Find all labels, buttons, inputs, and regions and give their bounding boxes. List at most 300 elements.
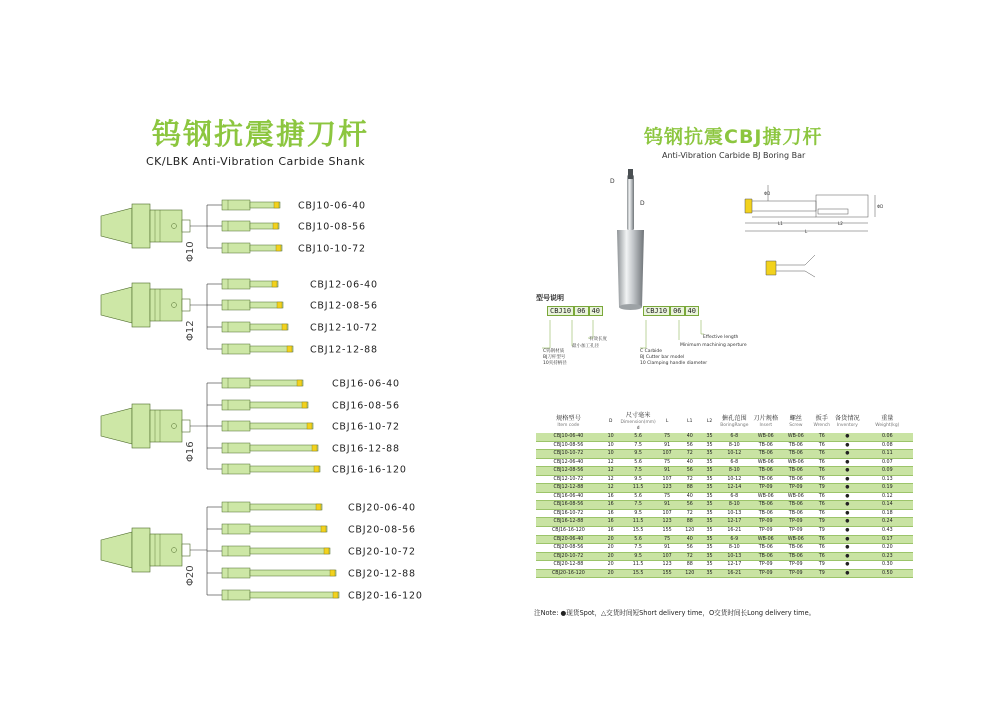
insert-tip — [282, 324, 287, 330]
table-cell: 35 — [701, 509, 718, 518]
right-title-cn: 钨钢抗震CBJ搪刀杆 — [644, 126, 823, 148]
item-code-cell: CBJ16-06-40 — [536, 492, 601, 501]
table-row — [536, 544, 913, 553]
table-cell: 91 — [656, 544, 679, 553]
table-cell: TB-06 — [781, 509, 811, 518]
left-title-en: CK/LBK Anti-Vibration Carbide Shank — [146, 155, 366, 168]
code-part-length: 40 — [589, 306, 603, 316]
insert-tip — [272, 281, 277, 287]
table-cell: TB-06 — [781, 544, 811, 553]
model-label: CBJ16-16-120 — [332, 464, 407, 476]
table-header-en: Weight(kg) — [875, 423, 900, 428]
table-cell: WB-06 — [751, 433, 781, 441]
table-cell: 20 — [601, 569, 621, 578]
table-cell: 91 — [656, 441, 679, 450]
table-cell: 8-10 — [718, 467, 751, 476]
table-row — [536, 518, 913, 527]
table-header-en: Inventory — [836, 423, 858, 428]
table-cell: 6-8 — [718, 433, 751, 441]
left-title-cn: 钨钢抗震搪刀杆 — [152, 117, 370, 151]
table-cell: 88 — [678, 518, 701, 527]
table-cell: T6 — [811, 467, 833, 476]
table-cell: 0.30 — [862, 561, 913, 570]
item-code-cell: CBJ10-08-56 — [536, 441, 601, 450]
table-cell: 0.18 — [862, 509, 913, 518]
cn-note-carbide: C钨钢材质 — [543, 349, 565, 354]
table-cell: 0.20 — [862, 544, 913, 553]
table-cell: 12 — [601, 467, 621, 476]
insert-tip — [297, 380, 302, 386]
group-diameter-label: Φ12 — [185, 320, 196, 341]
drawing-l2-label: L2 — [838, 221, 843, 226]
table-cell: WB-06 — [781, 492, 811, 501]
table-cell: WB-06 — [751, 535, 781, 544]
table-cell: 72 — [678, 552, 701, 561]
table-cell: 8-10 — [718, 441, 751, 450]
bar-neck — [250, 592, 339, 598]
model-label: CBJ10-08-56 — [298, 221, 366, 233]
table-header-cell — [718, 411, 751, 433]
table-cell: TP-09 — [781, 518, 811, 527]
table-header-cn: 规格型号 — [556, 415, 581, 422]
en-note-carbide: C Carbide — [640, 349, 663, 354]
table-header-cn: 刀片规格 — [753, 415, 779, 422]
table-cell: 123 — [656, 561, 679, 570]
table-cell: T9 — [811, 561, 833, 570]
table-cell: 11.5 — [620, 561, 655, 570]
table-cell: 20 — [601, 561, 621, 570]
item-code-cell: CBJ12-12-88 — [536, 484, 601, 493]
model-label: CBJ20-08-56 — [348, 524, 416, 536]
bar-neck — [250, 402, 308, 408]
table-header-en: Wrench — [813, 423, 831, 428]
table-cell: TB-06 — [751, 544, 781, 553]
table-header-cell — [833, 411, 862, 433]
head-detail — [766, 255, 815, 277]
table-cell: 0.17 — [862, 535, 913, 544]
table-cell: TB-06 — [751, 467, 781, 476]
table-row — [536, 501, 913, 510]
insert-tip — [324, 548, 329, 554]
table-cell: WB-06 — [781, 535, 811, 544]
bar-shank — [222, 378, 250, 388]
table-subheader: L1 — [687, 419, 693, 424]
table-cell: TP-09 — [781, 527, 811, 536]
item-code-cell: CBJ12-10-72 — [536, 475, 601, 484]
table-header-cn: 搪孔范围 — [721, 415, 747, 422]
model-label: CBJ16-10-72 — [332, 421, 400, 433]
drawing-l-label: L — [805, 229, 808, 234]
model-label: CBJ16-12-88 — [332, 443, 400, 455]
spec-table — [536, 411, 913, 578]
cn-note-aperture: 最小加工孔径 — [572, 344, 599, 349]
item-code-cell: CBJ16-10-72 — [536, 509, 601, 518]
table-subheader: D — [608, 419, 613, 424]
code-part-aperture: 06 — [574, 306, 588, 316]
holder-nose — [182, 544, 190, 556]
table-row — [536, 458, 913, 467]
table-header-cn: 备货情况 — [834, 415, 860, 422]
holder-taper — [101, 287, 132, 323]
table-cell: 123 — [656, 518, 679, 527]
table-cell: 155 — [656, 527, 679, 536]
table-cell: 10-13 — [718, 552, 751, 561]
table-cell: 0.43 — [862, 527, 913, 536]
bar-shank — [222, 568, 250, 578]
table-cell: TB-06 — [781, 450, 811, 459]
en-note-aperture: Minimum machining aperture — [680, 343, 747, 348]
table-cell: 10 — [601, 450, 621, 459]
table-cell: 16-21 — [718, 569, 751, 578]
table-row — [536, 484, 913, 493]
table-row — [536, 433, 913, 441]
table-cell: 8-10 — [718, 501, 751, 510]
table-cell: 0.50 — [862, 569, 913, 578]
inventory-cell: ● — [833, 544, 862, 553]
table-cell: 11.5 — [620, 484, 655, 493]
model-label: CBJ20-10-72 — [348, 546, 416, 558]
table-header-en: Dimension(mm) — [620, 420, 656, 425]
model-label: CBJ10-10-72 — [298, 243, 366, 255]
model-code-en — [643, 307, 699, 315]
model-label: CBJ16-08-56 — [332, 400, 400, 412]
table-cell: T6 — [811, 501, 833, 510]
cn-note-length: 有效长度 — [589, 337, 607, 342]
item-code-cell: CBJ16-12-88 — [536, 518, 601, 527]
table-cell: 16-21 — [718, 527, 751, 536]
insert-tip — [274, 202, 279, 208]
model-label: CBJ10-06-40 — [298, 200, 366, 212]
table-header-cell — [811, 411, 833, 433]
group-diameter-label: Φ16 — [185, 441, 196, 462]
table-cell: TB-06 — [781, 552, 811, 561]
group-diameter-label: Φ10 — [185, 241, 196, 262]
table-cell: 88 — [678, 484, 701, 493]
code-part-length-en: 40 — [685, 306, 699, 316]
table-cell: 9.5 — [620, 450, 655, 459]
table-header-cell — [656, 411, 679, 433]
table-header-en: Item code — [557, 423, 580, 428]
table-cell: 8-10 — [718, 544, 751, 553]
insert-tip — [316, 504, 321, 510]
insert-tip — [276, 245, 281, 251]
table-row — [536, 450, 913, 459]
table-cell: 35 — [701, 433, 718, 441]
table-cell: 88 — [678, 561, 701, 570]
table-cell: TB-06 — [781, 501, 811, 510]
table-cell: 16 — [601, 518, 621, 527]
table-cell: TB-06 — [751, 552, 781, 561]
table-cell: 35 — [701, 501, 718, 510]
table-cell: T6 — [811, 509, 833, 518]
table-cell: TB-06 — [781, 441, 811, 450]
table-header-cell — [620, 411, 655, 433]
table-cell: 10-12 — [718, 450, 751, 459]
item-code-cell: CBJ10-10-72 — [536, 450, 601, 459]
insert-tip — [302, 402, 307, 408]
model-label: CBJ12-10-72 — [310, 322, 378, 334]
insert-tip — [314, 466, 319, 472]
table-cell: 35 — [701, 552, 718, 561]
model-label: CBJ20-06-40 — [348, 502, 416, 514]
table-cell: WB-06 — [781, 433, 811, 441]
table-cell: 35 — [701, 527, 718, 536]
inventory-cell: ● — [833, 458, 862, 467]
inventory-cell: ● — [833, 509, 862, 518]
table-cell: 35 — [701, 518, 718, 527]
holder-nose — [182, 299, 190, 311]
table-cell: WB-06 — [751, 492, 781, 501]
table-cell: T6 — [811, 433, 833, 441]
table-cell: 0.12 — [862, 492, 913, 501]
table-cell: 40 — [678, 458, 701, 467]
insert-tip — [321, 526, 326, 532]
table-cell: 20 — [601, 544, 621, 553]
inventory-cell: ● — [833, 569, 862, 578]
table-cell: 40 — [678, 492, 701, 501]
inventory-cell: ● — [833, 535, 862, 544]
drawing-l1-label: L1 — [778, 221, 783, 226]
table-cell: 107 — [656, 475, 679, 484]
table-cell: 107 — [656, 450, 679, 459]
table-header-en: BoringRange — [720, 423, 749, 428]
table-cell: 35 — [701, 544, 718, 553]
table-cell: 120 — [678, 569, 701, 578]
code-part-aperture-en: 06 — [670, 306, 684, 316]
table-cell: 12 — [601, 458, 621, 467]
holder-nose — [182, 220, 190, 232]
bar-shank — [222, 421, 250, 431]
table-cell: 0.13 — [862, 475, 913, 484]
inventory-cell: ● — [833, 450, 862, 459]
table-cell: TB-06 — [781, 475, 811, 484]
table-cell: 75 — [656, 433, 679, 441]
inventory-cell: ● — [833, 484, 862, 493]
table-cell: T6 — [811, 492, 833, 501]
table-cell: 16 — [601, 509, 621, 518]
table-cell: 56 — [678, 544, 701, 553]
insert-tip — [330, 570, 335, 576]
insert-tip — [333, 592, 338, 598]
bar-shank — [222, 279, 250, 289]
bar-shank — [222, 243, 250, 253]
bar-shank — [222, 546, 250, 556]
bar-neck — [250, 570, 336, 576]
table-cell: T6 — [811, 441, 833, 450]
bar-neck — [250, 504, 322, 510]
table-cell: TB-06 — [751, 450, 781, 459]
table-row — [536, 441, 913, 450]
drawing-d-label: ΦD — [764, 191, 771, 196]
holder-nose — [182, 420, 190, 432]
table-cell: T9 — [811, 484, 833, 493]
model-label: CBJ16-06-40 — [332, 378, 400, 390]
product-d2-label: D — [640, 200, 645, 207]
table-cell: 0.08 — [862, 441, 913, 450]
table-cell: 6-9 — [718, 535, 751, 544]
bar-shank — [222, 400, 250, 410]
table-cell: 35 — [701, 450, 718, 459]
en-note-length: Effective length — [703, 335, 739, 340]
table-header-cell — [678, 411, 701, 433]
table-cell: 15.5 — [620, 569, 655, 578]
table-cell: WB-06 — [781, 458, 811, 467]
table-cell: 0.07 — [862, 458, 913, 467]
table-cell: 56 — [678, 467, 701, 476]
holder-flange — [132, 528, 150, 572]
table-cell: 0.06 — [862, 433, 913, 441]
table-cell: 35 — [701, 467, 718, 476]
table-cell: 16 — [601, 501, 621, 510]
table-cell: 15.5 — [620, 527, 655, 536]
item-code-cell: CBJ10-06-40 — [536, 433, 601, 441]
table-subheader: L — [665, 419, 669, 424]
table-cell: 35 — [701, 441, 718, 450]
model-code-cn — [547, 307, 603, 315]
table-cell: TP-09 — [781, 561, 811, 570]
table-header-cell — [601, 411, 621, 433]
model-label: CBJ20-16-120 — [348, 590, 423, 602]
table-cell: 0.09 — [862, 467, 913, 476]
cn-note-diameter: 10夹持柄径 — [543, 361, 567, 366]
table-cell: 75 — [656, 535, 679, 544]
inventory-cell: ● — [833, 527, 862, 536]
table-header-cell — [751, 411, 781, 433]
table-header-cell — [536, 411, 601, 433]
table-cell: 16 — [601, 492, 621, 501]
item-code-cell: CBJ12-06-40 — [536, 458, 601, 467]
table-cell: 5.6 — [620, 492, 655, 501]
table-cell: 16 — [601, 527, 621, 536]
table-cell: 6-8 — [718, 458, 751, 467]
group-diameter-label: Φ20 — [185, 565, 196, 586]
item-code-cell: CBJ20-08-56 — [536, 544, 601, 553]
inventory-cell: ● — [833, 467, 862, 476]
table-cell: 35 — [701, 569, 718, 578]
product-drawing — [600, 165, 900, 315]
table-cell: T9 — [811, 518, 833, 527]
bar-neck — [250, 346, 293, 352]
table-cell: 12-14 — [718, 484, 751, 493]
table-cell: 0.14 — [862, 501, 913, 510]
product-d-label: D — [610, 178, 615, 185]
bar-neck — [250, 380, 303, 386]
table-cell: 35 — [701, 492, 718, 501]
model-label: CBJ20-12-88 — [348, 568, 416, 580]
insert-tip — [287, 346, 292, 352]
table-cell: TP-09 — [751, 527, 781, 536]
table-cell: 107 — [656, 552, 679, 561]
table-cell: 56 — [678, 501, 701, 510]
table-cell: TB-06 — [781, 467, 811, 476]
table-cell: 10-12 — [718, 475, 751, 484]
table-cell: 7.5 — [620, 441, 655, 450]
item-code-cell: CBJ16-16-120 — [536, 527, 601, 536]
table-row — [536, 527, 913, 536]
table-cell: 0.11 — [862, 450, 913, 459]
inventory-cell: ● — [833, 441, 862, 450]
table-cell: 75 — [656, 458, 679, 467]
footnote: 注Note: ●现货Spot，△交货时间短Short delivery time，O交货时间长Long delivery time。 — [534, 609, 816, 617]
table-cell: 75 — [656, 492, 679, 501]
table-cell: 11.5 — [620, 518, 655, 527]
table-cell: TP-09 — [781, 569, 811, 578]
model-label: CBJ12-12-88 — [310, 344, 378, 356]
en-note-diameter: 10 Clamping handle diameter — [640, 361, 708, 366]
inventory-cell: ● — [833, 433, 862, 441]
table-cell: 10 — [601, 433, 621, 441]
table-cell: 107 — [656, 509, 679, 518]
table-cell: 20 — [601, 552, 621, 561]
bar-shank — [222, 590, 250, 600]
bar-shank — [222, 502, 250, 512]
table-cell: 35 — [701, 561, 718, 570]
model-explain-heading: 型号说明 — [536, 294, 564, 302]
table-cell: 0.24 — [862, 518, 913, 527]
table-cell: 9.5 — [620, 475, 655, 484]
table-cell: TP-09 — [751, 561, 781, 570]
bar-neck — [250, 548, 330, 554]
insert-tip — [307, 423, 312, 429]
table-cell: 10-13 — [718, 509, 751, 518]
inventory-cell: ● — [833, 501, 862, 510]
table-cell: TB-06 — [751, 509, 781, 518]
bar-shank — [222, 344, 250, 354]
table-cell: 120 — [678, 527, 701, 536]
table-cell: 9.5 — [620, 509, 655, 518]
table-row — [536, 492, 913, 501]
table-cell: 72 — [678, 450, 701, 459]
table-subheader: d — [636, 426, 640, 431]
table-header-en: Screw — [789, 423, 803, 428]
bar-neck — [250, 466, 320, 472]
table-row — [536, 535, 913, 544]
bar-neck — [250, 445, 318, 451]
table-cell: 7.5 — [620, 544, 655, 553]
table-cell: WB-06 — [751, 458, 781, 467]
table-header-cell — [862, 411, 913, 433]
table-row — [536, 509, 913, 518]
insert-tip — [277, 302, 282, 308]
table-cell: TB-06 — [751, 501, 781, 510]
table-row — [536, 552, 913, 561]
insert-tip — [273, 223, 278, 229]
drawing-d2-label: ΦD — [877, 204, 884, 209]
table-cell: 56 — [678, 441, 701, 450]
table-cell: 72 — [678, 509, 701, 518]
table-row — [536, 467, 913, 476]
table-header-cell — [781, 411, 811, 433]
table-cell: 5.6 — [620, 535, 655, 544]
bar-neck — [250, 526, 327, 532]
table-cell: 91 — [656, 467, 679, 476]
holder-taper — [101, 408, 132, 444]
model-label: CBJ12-06-40 — [310, 279, 378, 291]
table-cell: 7.5 — [620, 501, 655, 510]
bar-shank — [222, 300, 250, 310]
holder-flange — [132, 404, 150, 448]
table-cell: 10 — [601, 441, 621, 450]
right-title-en: Anti-Vibration Carbide BJ Boring Bar — [662, 151, 806, 160]
table-cell: 5.6 — [620, 458, 655, 467]
inventory-cell: ● — [833, 475, 862, 484]
holder-flange — [132, 204, 150, 248]
table-cell: T6 — [811, 535, 833, 544]
item-code-cell: CBJ16-08-56 — [536, 501, 601, 510]
bar-shank — [222, 200, 250, 210]
item-code-cell: CBJ20-06-40 — [536, 535, 601, 544]
table-header-row — [536, 411, 913, 433]
